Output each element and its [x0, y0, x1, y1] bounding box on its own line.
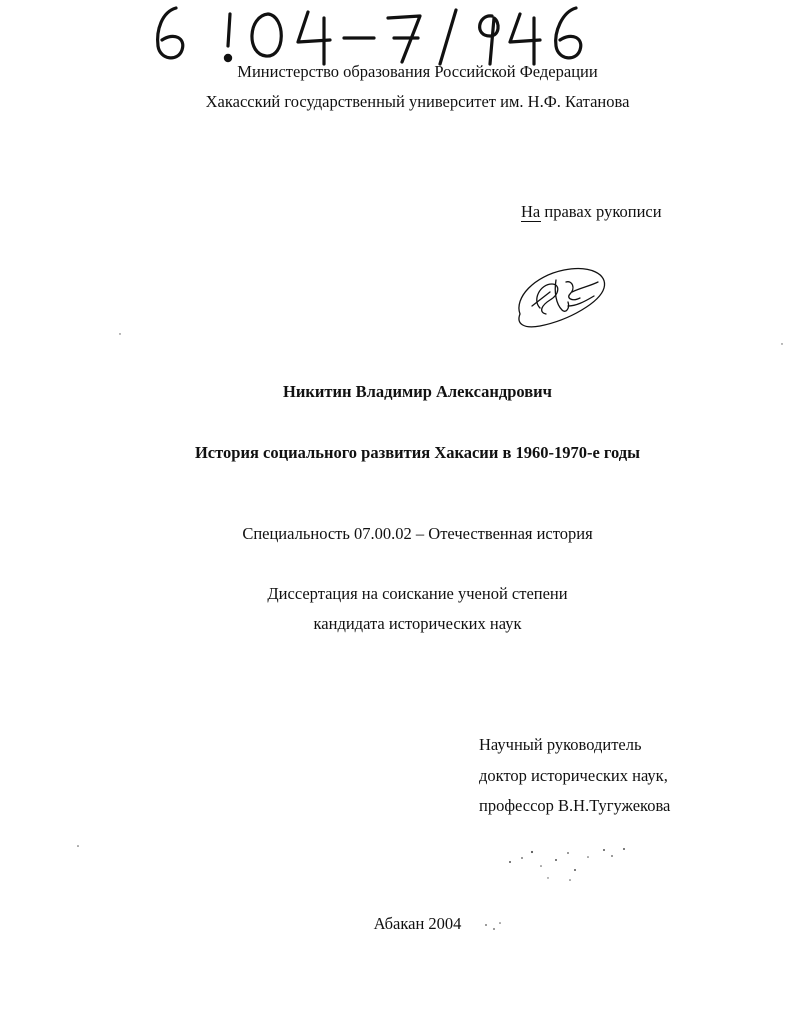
- dissertation-title: История социального развития Хакасии в 1960-1970-е годы: [194, 443, 641, 462]
- author-name: Никитин Владимир Александрович: [283, 382, 552, 401]
- university-name: Хакасский государственный университет им. Н.Ф. Катанова: [205, 92, 630, 111]
- city-year: Абакан 2004: [373, 914, 462, 933]
- author-signature: [510, 262, 610, 334]
- manuscript-note: На правах рукописи: [521, 202, 662, 221]
- degree-line-1: Диссертация на соискание ученой степени: [267, 584, 568, 603]
- supervisor-name: профессор В.Н.Тугужекова: [479, 796, 671, 815]
- handwritten-archive-code: [148, 2, 588, 68]
- manuscript-note-underline: [521, 221, 541, 222]
- degree-line-2: кандидата исторических наук: [313, 614, 522, 633]
- specialty: Специальность 07.00.02 – Отечественная история: [242, 524, 593, 543]
- ministry-name: Министерство образования Российской Федерации: [237, 62, 598, 81]
- supervisor-role: Научный руководитель: [479, 735, 642, 754]
- supervisor-degree: доктор исторических наук,: [479, 766, 668, 785]
